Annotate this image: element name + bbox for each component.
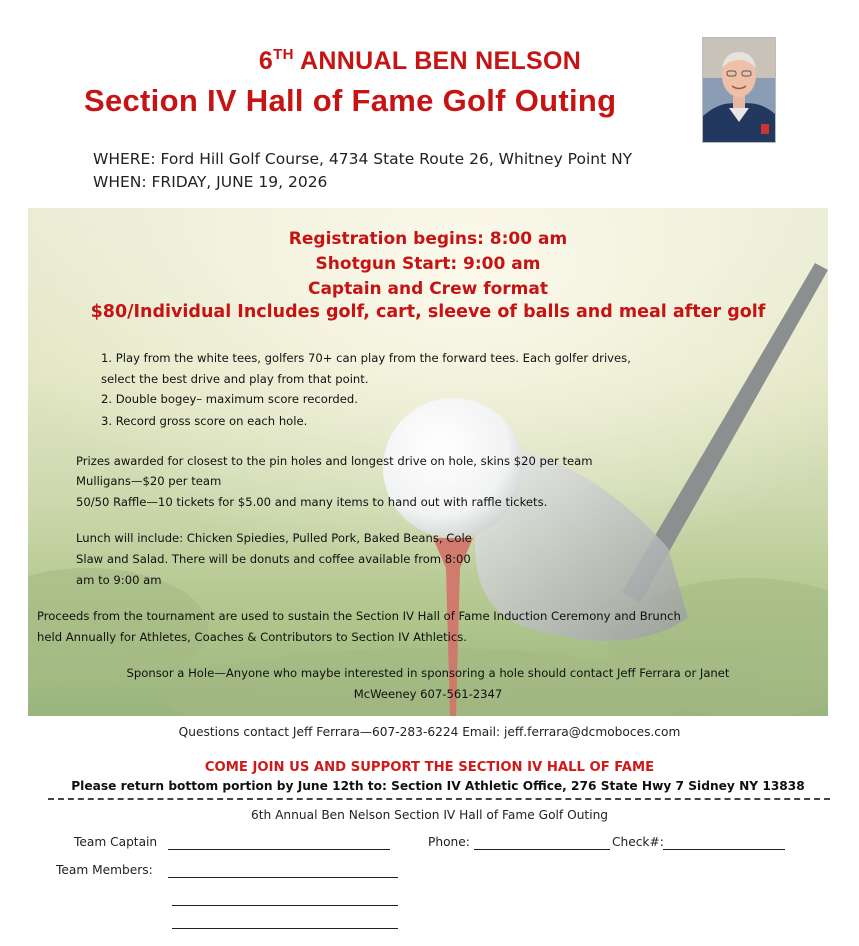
return-instructions: Please return bottom portion by June 12th to: Section IV Athletic Office, 276 State Hwy 7 Sidney NY 13838 <box>71 779 805 793</box>
event-location: WHERE: Ford Hill Golf Course, 4734 State Route 26, Whitney Point NY <box>93 150 633 168</box>
event-title-line2: Section IV Hall of Fame Golf Outing <box>84 83 617 118</box>
team-members-label: Team Members: <box>56 863 153 877</box>
rule-item: 2. Double bogey– maximum score recorded. <box>101 392 358 406</box>
team-member-field[interactable] <box>172 905 398 906</box>
check-number-field[interactable] <box>663 849 785 850</box>
phone-label: Phone: <box>428 835 470 849</box>
rule-item: select the best drive and play from that point. <box>101 372 369 386</box>
cut-line-divider <box>48 798 830 800</box>
sponsor-text: Sponsor a Hole—Anyone who maybe interested in sponsoring a hole should contact Jeff Ferrara or Janet <box>126 666 730 680</box>
lunch-text: Lunch will include: Chicken Spiedies, Pulled Pork, Baked Beans, Cole <box>76 531 472 545</box>
phone-field[interactable] <box>474 849 610 850</box>
proceeds-text: held Annually for Athletes, Coaches & Contributors to Section IV Athletics. <box>37 630 467 644</box>
join-us-banner: COME JOIN US AND SUPPORT THE SECTION IV HALL OF FAME <box>204 760 655 775</box>
title-ordinal: 6 <box>258 47 274 75</box>
entry-price: $80/Individual Includes golf, cart, sleeve of balls and meal after golf <box>90 302 766 322</box>
prizes-text: Prizes awarded for closest to the pin holes and longest drive on hole, skins $20 per team <box>76 454 593 468</box>
check-number-label: Check#: <box>612 835 664 849</box>
team-captain-label: Team Captain <box>74 835 158 849</box>
golf-info-panel <box>28 208 828 716</box>
rule-item: 3. Record gross score on each hole. <box>101 414 308 428</box>
title-ordinal-suffix: TH <box>273 46 294 63</box>
raffle-text: 50/50 Raffle—10 tickets for $5.00 and many items to hand out with raffle tickets. <box>76 495 548 509</box>
team-member-field[interactable] <box>172 928 398 929</box>
sponsor-contact: McWeeney 607-561-2347 <box>353 687 503 701</box>
proceeds-text: Proceeds from the tournament are used to sustain the Section IV Hall of Fame Induction Ceremony and Brunch <box>37 609 681 623</box>
form-heading: 6th Annual Ben Nelson Section IV Hall of Fame Golf Outing <box>250 808 609 822</box>
shotgun-start-time: Shotgun Start: 9:00 am <box>315 254 541 274</box>
play-format: Captain and Crew format <box>307 279 548 299</box>
mulligans-text: Mulligans—$20 per team <box>76 474 222 488</box>
team-member-field[interactable] <box>168 877 398 878</box>
questions-contact: Questions contact Jeff Ferrara—607-283-6224 Email: jeff.ferrara@dcmoboces.com <box>178 725 681 739</box>
honoree-photo <box>702 37 776 143</box>
team-captain-field[interactable] <box>168 849 390 850</box>
rule-item: 1. Play from the white tees, golfers 70+ can play from the forward tees. Each golfer drives, <box>101 351 631 365</box>
lunch-text: Slaw and Salad. There will be donuts and coffee available from 8:00 <box>76 552 471 566</box>
registration-time: Registration begins: 8:00 am <box>288 229 568 249</box>
title-honoree: ANNUAL BEN NELSON <box>293 47 582 75</box>
lunch-text: am to 9:00 am <box>76 573 162 587</box>
event-date: WHEN: FRIDAY, JUNE 19, 2026 <box>93 173 328 191</box>
